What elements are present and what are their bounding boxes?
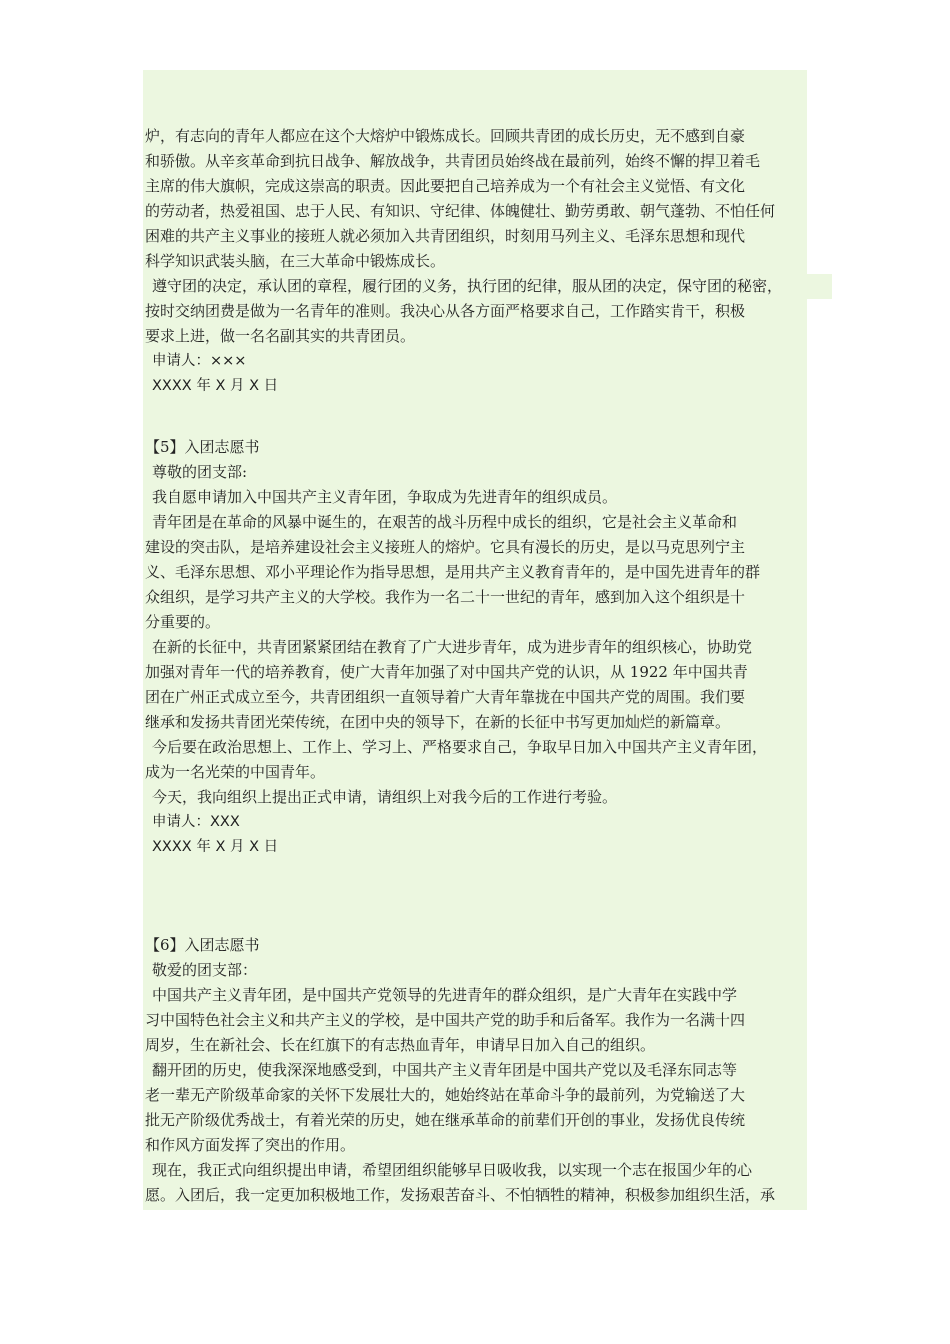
text-line: 要求上进，做一名名副其实的共青团员。	[145, 327, 416, 345]
signature-date: XXXX 年 X 月 X 日	[152, 378, 279, 394]
text-line: 遵守团的决定，承认团的章程，履行团的义务，执行团的纪律，服从团的决定，保守团的秘密，	[152, 274, 832, 299]
text-line: 继承和发扬共青团光荣传统，在团中央的领导下，在新的长征中书写更加灿烂的新篇章。	[145, 713, 731, 731]
salutation: 尊敬的团支部:	[152, 463, 248, 481]
section-title: 【5】入团志愿书	[145, 438, 260, 456]
text-line: 习中国特色社会主义和共产主义的学校，是中国共产党的助手和后备军。我作为一名满十四	[145, 1011, 746, 1029]
text-line: 困难的共产主义事业的接班人就必须加入共青团组织，时刻用马列主义、毛泽东思想和现代	[145, 227, 746, 245]
text-line: 批无产阶级优秀战士，有着光荣的历史，她在继承革命的前辈们开创的事业，发扬优良传统	[145, 1111, 746, 1129]
signature-applicant: 申请人：XXX	[152, 814, 240, 830]
text-line: 和作风方面发挥了突出的作用。	[145, 1136, 356, 1154]
text-line: 老一辈无产阶级革命家的关怀下发展壮大的，她始终站在革命斗争的最前列，为党输送了大	[145, 1086, 746, 1104]
text-line: 青年团是在革命的风暴中诞生的，在艰苦的战斗历程中成长的组织，它是社会主义革命和	[152, 513, 738, 531]
text-line: 科学知识武装头脑，在三大革命中锻炼成长。	[145, 252, 446, 270]
text-line: 翻开团的历史，使我深深地感受到，中国共产主义青年团是中国共产党以及毛泽东同志等	[152, 1061, 738, 1079]
text-line: 成为一名光荣的中国青年。	[145, 763, 326, 781]
text-line: 今后要在政治思想上、工作上、学习上、严格要求自己，争取早日加入中国共产主义青年团，	[152, 738, 768, 756]
text-line: 在新的长征中，共青团紧紧团结在教育了广大进步青年，成为进步青年的组织核心，协助党	[152, 638, 753, 656]
text-line: 我自愿申请加入中国共产主义青年团，争取成为先进青年的组织成员。	[152, 488, 618, 506]
text-line: 和骄傲。从辛亥革命到抗日战争、解放战争，共青团员始终战在最前列，始终不懈的捍卫着毛	[145, 152, 761, 170]
text-line: 主席的伟大旗帜，完成这崇高的职责。因此要把自己培养成为一个有社会主义觉悟、有文化	[145, 177, 746, 195]
text-line: 中国共产主义青年团，是中国共产党领导的先进青年的群众组织，是广大青年在实践中学	[152, 986, 738, 1004]
text-line: 团在广州正式成立至今，共青团组织一直领导着广大青年靠拢在中国共产党的周围。我们要	[145, 688, 746, 706]
text-line: 周岁，生在新社会、长在红旗下的有志热血青年，申请早日加入自己的组织。	[145, 1036, 656, 1054]
text-line: 众组织，是学习共产主义的大学校。我作为一名二十一世纪的青年，感到加入这个组织是十	[145, 588, 746, 606]
text-line: 建设的突击队，是培养建设社会主义接班人的熔炉。它具有漫长的历史，是以马克思列宁主	[145, 538, 746, 556]
signature-date: XXXX 年 X 月 X 日	[152, 839, 279, 855]
text-line: 现在，我正式向组织提出申请，希望团组织能够早日吸收我，以实现一个志在报国少年的心	[152, 1161, 753, 1179]
text-line: 愿。入团后，我一定更加积极地工作，发扬艰苦奋斗、不怕牺牲的精神，积极参加组织生活，承	[145, 1186, 776, 1204]
section-title: 【6】入团志愿书	[145, 936, 260, 954]
text-line: 义、毛泽东思想、邓小平理论作为指导思想，是用共产主义教育青年的，是中国先进青年的群	[145, 563, 761, 581]
text-line: 的劳动者，热爱祖国、忠于人民、有知识、守纪律、体魄健壮、勤劳勇敢、朝气蓬勃、不怕任何	[145, 202, 776, 220]
text-line: 分重要的。	[145, 613, 221, 631]
text-line: 按时交纳团费是做为一名青年的准则。我决心从各方面严格要求自己，工作踏实肯干，积极	[145, 302, 746, 320]
text-line: 炉，有志向的青年人都应在这个大熔炉中锻炼成长。回顾共青团的成长历史，无不感到自豪	[145, 127, 746, 145]
signature-applicant: 申请人：×××	[152, 353, 247, 369]
salutation: 敬爱的团支部：	[152, 961, 258, 979]
text-line: 加强对青年一代的培养教育，使广大青年加强了对中国共产党的认识，从 1922 年中国共青	[145, 663, 748, 681]
text-line: 今天，我向组织上提出正式申请，请组织上对我今后的工作进行考验。	[152, 788, 618, 806]
